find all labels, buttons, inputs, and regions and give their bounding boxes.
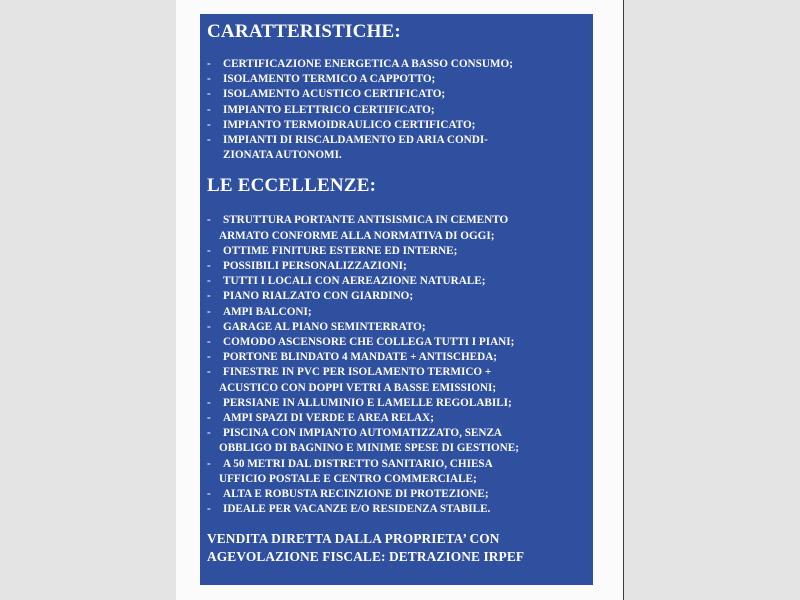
bullet-dash: - — [207, 73, 211, 86]
list-item — [207, 487, 587, 502]
list-item-text: ACUSTICO CON DOPPI VETRI A BASSE EMISSIONI; — [219, 381, 497, 394]
footer-line-2: AGEVOLAZIONE FISCALE: DETRAZIONE IRPEF — [207, 549, 525, 565]
list-item — [207, 305, 587, 320]
eccellenze-list — [207, 213, 587, 517]
list-item — [207, 259, 587, 274]
bullet-dash: - — [207, 488, 211, 501]
list-item — [207, 320, 587, 335]
list-item — [207, 103, 587, 118]
bullet-dash: - — [207, 275, 211, 288]
footer-line-1: VENDITA DIRETTA DALLA PROPRIETA’ CON — [207, 531, 500, 547]
bullet-dash: - — [207, 366, 211, 379]
section-heading-eccellenze: LE ECCELLENZE: — [207, 175, 377, 197]
bullet-dash: - — [207, 351, 211, 364]
list-item-text: GARAGE AL PIANO SEMINTERRATO; — [223, 320, 426, 333]
bullet-dash: - — [207, 244, 211, 257]
list-item-text: A 50 METRI DAL DISTRETTO SANITARIO, CHIESA — [223, 457, 493, 470]
list-item — [207, 289, 587, 304]
list-item-text: STRUTTURA PORTANTE ANTISISMICA IN CEMENTO — [223, 214, 509, 227]
bullet-dash: - — [207, 320, 211, 333]
list-item-text: IMPIANTO ELETTRICO CERTIFICATO; — [223, 103, 435, 116]
list-item-text: IDEALE PER VACANZE E/O RESIDENZA STABILE. — [223, 503, 491, 516]
bullet-dash: - — [207, 503, 211, 516]
list-item-text: IMPIANTI DI RISCALDAMENTO ED ARIA CONDI- — [223, 134, 488, 147]
list-item — [207, 133, 587, 163]
list-item-text: TUTTI I LOCALI CON AEREAZIONE NATURALE; — [223, 275, 486, 288]
bullet-dash: - — [207, 103, 211, 116]
list-item-text: ISOLAMENTO TERMICO A CAPPOTTO; — [223, 73, 436, 86]
bullet-dash: - — [207, 260, 211, 273]
bullet-dash: - — [207, 214, 211, 227]
list-item — [207, 396, 587, 411]
list-item-text: AMPI SPAZI DI VERDE E AREA RELAX; — [223, 412, 434, 425]
list-item-text: PISCINA CON IMPIANTO AUTOMATIZZATO, SENZA — [223, 427, 503, 440]
list-item — [207, 213, 587, 243]
bullet-dash: - — [207, 396, 211, 409]
bullet-dash: - — [207, 457, 211, 470]
list-item-text: PERSIANE IN ALLUMINIO E LAMELLE REGOLABILI; — [223, 396, 512, 409]
list-item — [207, 457, 587, 487]
sale-footer — [207, 530, 587, 566]
list-item — [207, 118, 587, 133]
list-item — [207, 274, 587, 289]
bullet-dash: - — [207, 118, 211, 131]
caratteristiche-list — [207, 57, 587, 163]
scanned-page — [176, 0, 624, 600]
list-item-text: ARMATO CONFORME ALLA NORMATIVA DI OGGI; — [219, 229, 495, 242]
bullet-dash: - — [207, 58, 211, 70]
list-item-text: IMPIANTO TERMOIDRAULICO CERTIFICATO; — [223, 118, 476, 131]
list-item — [207, 87, 587, 102]
list-item-text: POSSIBILI PERSONALIZZAZIONI; — [223, 260, 407, 273]
list-item — [207, 411, 587, 426]
bullet-dash: - — [207, 427, 211, 440]
list-item — [207, 335, 587, 350]
bullet-dash: - — [207, 412, 211, 425]
list-item — [207, 426, 587, 456]
list-item — [207, 57, 587, 72]
list-item-text: AMPI BALCONI; — [223, 305, 312, 318]
list-item — [207, 350, 587, 365]
blue-info-panel — [200, 14, 593, 585]
list-item — [207, 502, 587, 517]
section-heading-caratteristiche: CARATTERISTICHE: — [207, 21, 401, 42]
list-item-text: ALTA E ROBUSTA RECINZIONE DI PROTEZIONE; — [223, 488, 489, 501]
list-item — [207, 72, 587, 87]
list-item-text: UFFICIO POSTALE E CENTRO COMMERCIALE; — [219, 472, 477, 485]
bullet-dash: - — [207, 336, 211, 349]
list-item — [207, 365, 587, 395]
list-item-text: OBBLIGO DI BAGNINO E MINIME SPESE DI GESTIONE; — [219, 442, 519, 455]
list-item-text: ZIONATA AUTONOMI. — [223, 149, 342, 162]
list-item-text: ISOLAMENTO ACUSTICO CERTIFICATO; — [223, 88, 446, 101]
bullet-dash: - — [207, 134, 211, 147]
bullet-dash: - — [207, 88, 211, 101]
list-item-text: PIANO RIALZATO CON GIARDINO; — [223, 290, 414, 303]
list-item — [207, 244, 587, 259]
bullet-dash: - — [207, 290, 211, 303]
list-item-text: PORTONE BLINDATO 4 MANDATE + ANTISCHEDA; — [223, 351, 497, 364]
list-item-text: COMODO ASCENSORE CHE COLLEGA TUTTI I PIANI; — [223, 336, 515, 349]
list-item-text: FINESTRE IN PVC PER ISOLAMENTO TERMICO + — [223, 366, 492, 379]
bullet-dash: - — [207, 305, 211, 318]
list-item-text: CERTIFICAZIONE ENERGETICA A BASSO CONSUMO; — [223, 58, 513, 70]
list-item-text: OTTIME FINITURE ESTERNE ED INTERNE; — [223, 244, 458, 257]
